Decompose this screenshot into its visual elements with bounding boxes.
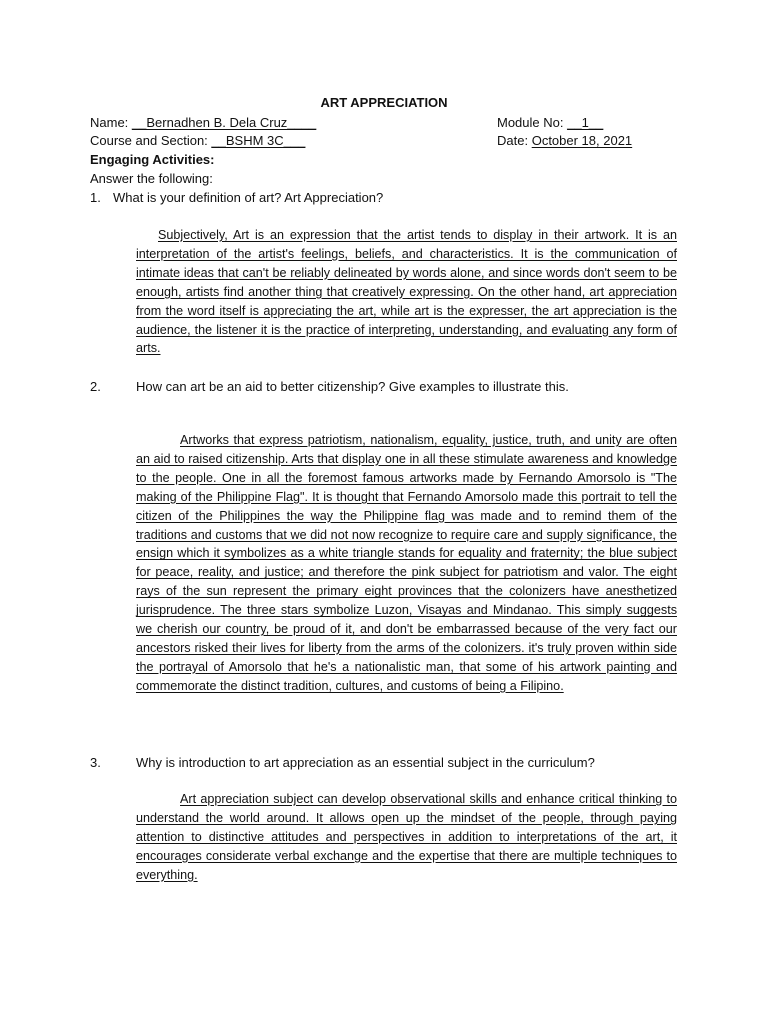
module-value: __1__ bbox=[567, 115, 604, 130]
module-row bbox=[497, 114, 603, 132]
course-label: Course and Section: bbox=[90, 133, 208, 148]
answer-1-text: Subjectively, Art is an expression that the artist tends to display in their artwork. It is an interpretation of the artist's feelings, beliefs, and characteristics. It is the communication of intimate ideas that can't be reliably delineated by words alone, and since words don't seem to be enough, artists find another thing that creatively expressing. On the other hand, art appreciation from the word itself is appreciating the art, while art is the expresser, the art appreciation is the audience, the listener it is the practice of interpreting, understanding, and evaluating any form of arts. bbox=[136, 228, 677, 356]
question-1-number: 1. bbox=[90, 190, 101, 205]
answer-2-text: Artworks that express patriotism, nationalism, equality, justice, truth, and unity are often an aid to raised citizenship. Arts that display one in all these stimulate awareness and knowledge to the people. One in all the foremost famous artworks made by Fernando Amorsolo is "The making of the Philippine Flag". It is thought that Fernando Amorsolo made this portrait to tell the citizen of the Philippines the way the Philippine flag was made and to remind them of the traditions and customs that we did not now recognize to require care and supply significance, the ensign which it symbolizes as a white triangle stands for equality and fraternity; the blue subject for peace, reality, and justice; and therefore the pink subject for patriotism and valor. The eight rays of the sun represent the primary eight provinces that the colonizers have anesthetized jurisprudence. The three stars symbolize Luzon, Visayas and Mindanao. This simply suggests we cherish our country, be proud of it, and don't be embarrassed because of the very fact our ancestors risked their lives for liberty from the arms of the colonizers. it's truly proven within side the portrayal of Amorsolo that he's a nationalistic man, that some of his artwork painting and commemorate the distinct tradition, cultures, and customs of being a Filipino. bbox=[136, 433, 677, 693]
date-value: October 18, 2021 bbox=[531, 133, 633, 148]
question-3-text: Why is introduction to art appreciation as an essential subject in the curriculum? bbox=[136, 755, 595, 770]
answer-2 bbox=[136, 431, 677, 696]
course-row bbox=[90, 132, 305, 150]
question-3-number: 3. bbox=[90, 755, 101, 770]
answer-3 bbox=[136, 790, 677, 885]
date-row bbox=[497, 132, 632, 150]
name-row bbox=[90, 114, 316, 132]
module-label: Module No: bbox=[497, 115, 564, 130]
instruction-text: Answer the following: bbox=[90, 171, 213, 186]
answer-1 bbox=[136, 226, 677, 358]
question-2-text: How can art be an aid to better citizenship? Give examples to illustrate this. bbox=[136, 379, 569, 394]
answer-3-text: Art appreciation subject can develop observational skills and enhance critical thinking to understand the world around. It allows open up the mindset of the people, through paying attention to distinctive attitudes and perspectives in addition to interpretations of the art, it encourages considerate verbal exchange and the expertise that there are multiple techniques to everything. bbox=[136, 792, 677, 882]
document-title: ART APPRECIATION bbox=[320, 95, 448, 110]
name-value: __Bernadhen B. Dela Cruz____ bbox=[131, 115, 317, 130]
question-2-number: 2. bbox=[90, 379, 101, 394]
question-1-text: What is your definition of art? Art Appreciation? bbox=[113, 190, 384, 205]
engaging-activities-heading: Engaging Activities: bbox=[90, 152, 215, 167]
course-value: __BSHM 3C___ bbox=[211, 133, 306, 148]
date-label: Date: bbox=[497, 133, 529, 148]
name-label: Name: bbox=[90, 115, 129, 130]
